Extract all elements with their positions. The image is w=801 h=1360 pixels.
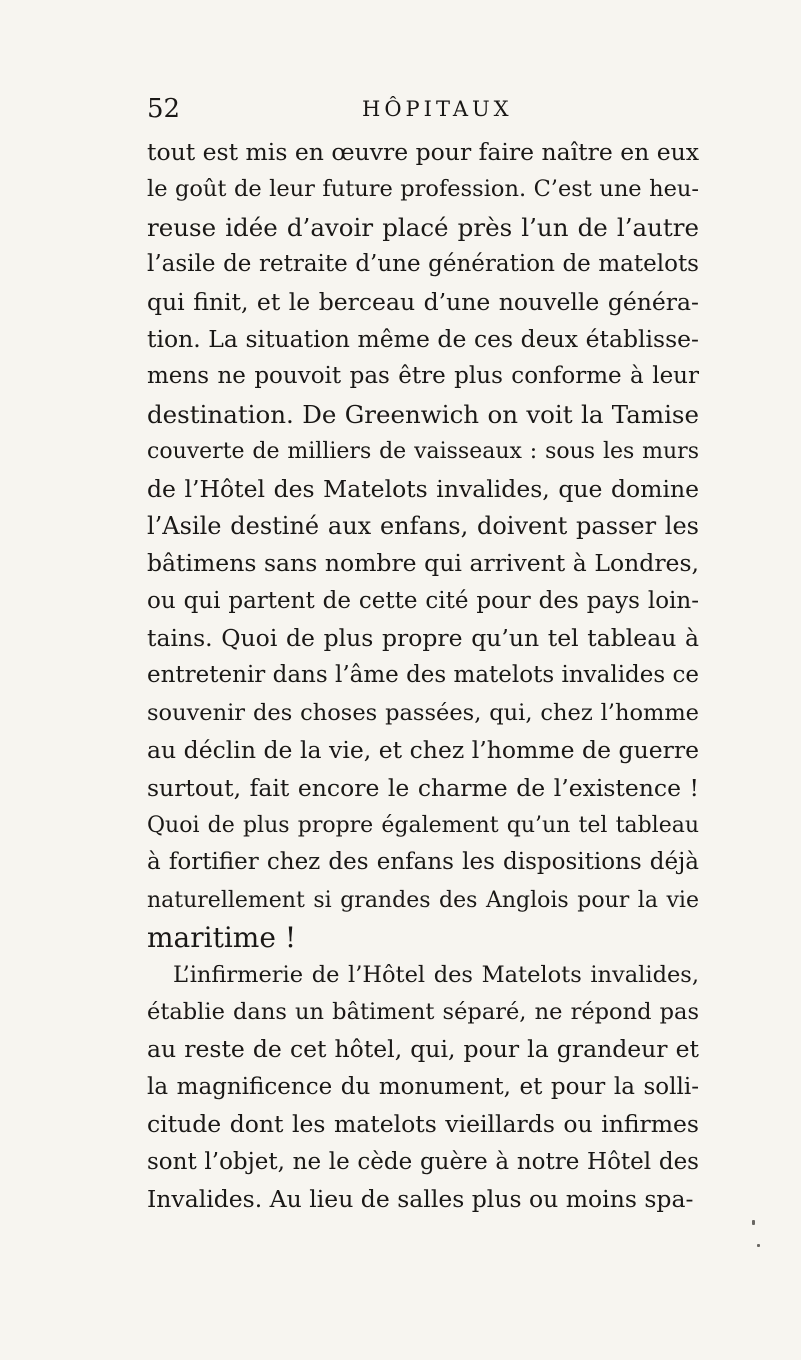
text-line: au reste de cet hôtel, qui, pour la grandeur et [147, 1035, 699, 1064]
text-line: Invalides. Au lieu de salles plus ou moins spa- [147, 1184, 694, 1213]
text-line: destination. De Greenwich on voit la Tamise [147, 399, 699, 429]
page-header [147, 94, 707, 130]
text-line: Quoi de plus propre également qu’un tel tableau [147, 813, 699, 839]
text-line: qui finit, et le berceau d’une nouvelle généra- [147, 287, 699, 316]
text-line: l’Asile destiné aux enfans, doivent passer les [147, 511, 699, 540]
text-line: bâtimens sans nombre qui arrivent à Londres, [147, 549, 699, 578]
paper-speck [757, 1244, 760, 1247]
text-line: tion. La situation même de ces deux établisse- [147, 324, 699, 353]
text-line: maritime ! [147, 921, 297, 955]
body-text [147, 134, 699, 1218]
text-line: L’infirmerie de l’Hôtel des Matelots invalides, [173, 961, 699, 988]
text-line: au déclin de la vie, et chez l’homme de guerre [147, 736, 699, 765]
text-line: reuse idée d’avoir placé près l’un de l’autre [147, 212, 699, 242]
page-number: 52 [147, 94, 181, 124]
text-line: mens ne pouvoit pas être plus conforme à leur [147, 363, 699, 390]
text-line: l’asile de retraite d’une génération de matelots [147, 251, 699, 278]
paper-speck [752, 1220, 755, 1225]
text-line: à fortifier chez des enfans les dispositions déjà [147, 849, 699, 876]
text-line: couverte de milliers de vaisseaux : sous les murs [147, 439, 699, 465]
text-line: la magnificence du monument, et pour la solli- [147, 1073, 699, 1100]
text-line: naturellement si grandes des Anglois pour la vie [147, 887, 699, 913]
text-line: tout est mis en œuvre pour faire naître en eux [147, 138, 700, 166]
text-line: ou qui partent de cette cité pour des pays loin- [147, 587, 699, 614]
text-line: souvenir des choses passées, qui, chez l’homme [147, 699, 699, 726]
text-line: sont l’objet, ne le cède guère à notre Hôtel des [147, 1148, 699, 1175]
running-head: HÔPITAUX [362, 97, 513, 121]
text-line: établie dans un bâtiment séparé, ne répond pas [147, 998, 699, 1025]
text-line: surtout, fait encore le charme de l’existence ! [147, 773, 699, 802]
text-line: le goût de leur future profession. C’est une heu- [147, 176, 699, 203]
text-line: de l’Hôtel des Matelots invalides, que domine [147, 474, 699, 503]
text-line: tains. Quoi de plus propre qu’un tel tableau à [147, 624, 699, 653]
text-line: entretenir dans l’âme des matelots invalides ce [147, 662, 699, 689]
text-line: citude dont les matelots vieillards ou infirmes [147, 1110, 699, 1139]
